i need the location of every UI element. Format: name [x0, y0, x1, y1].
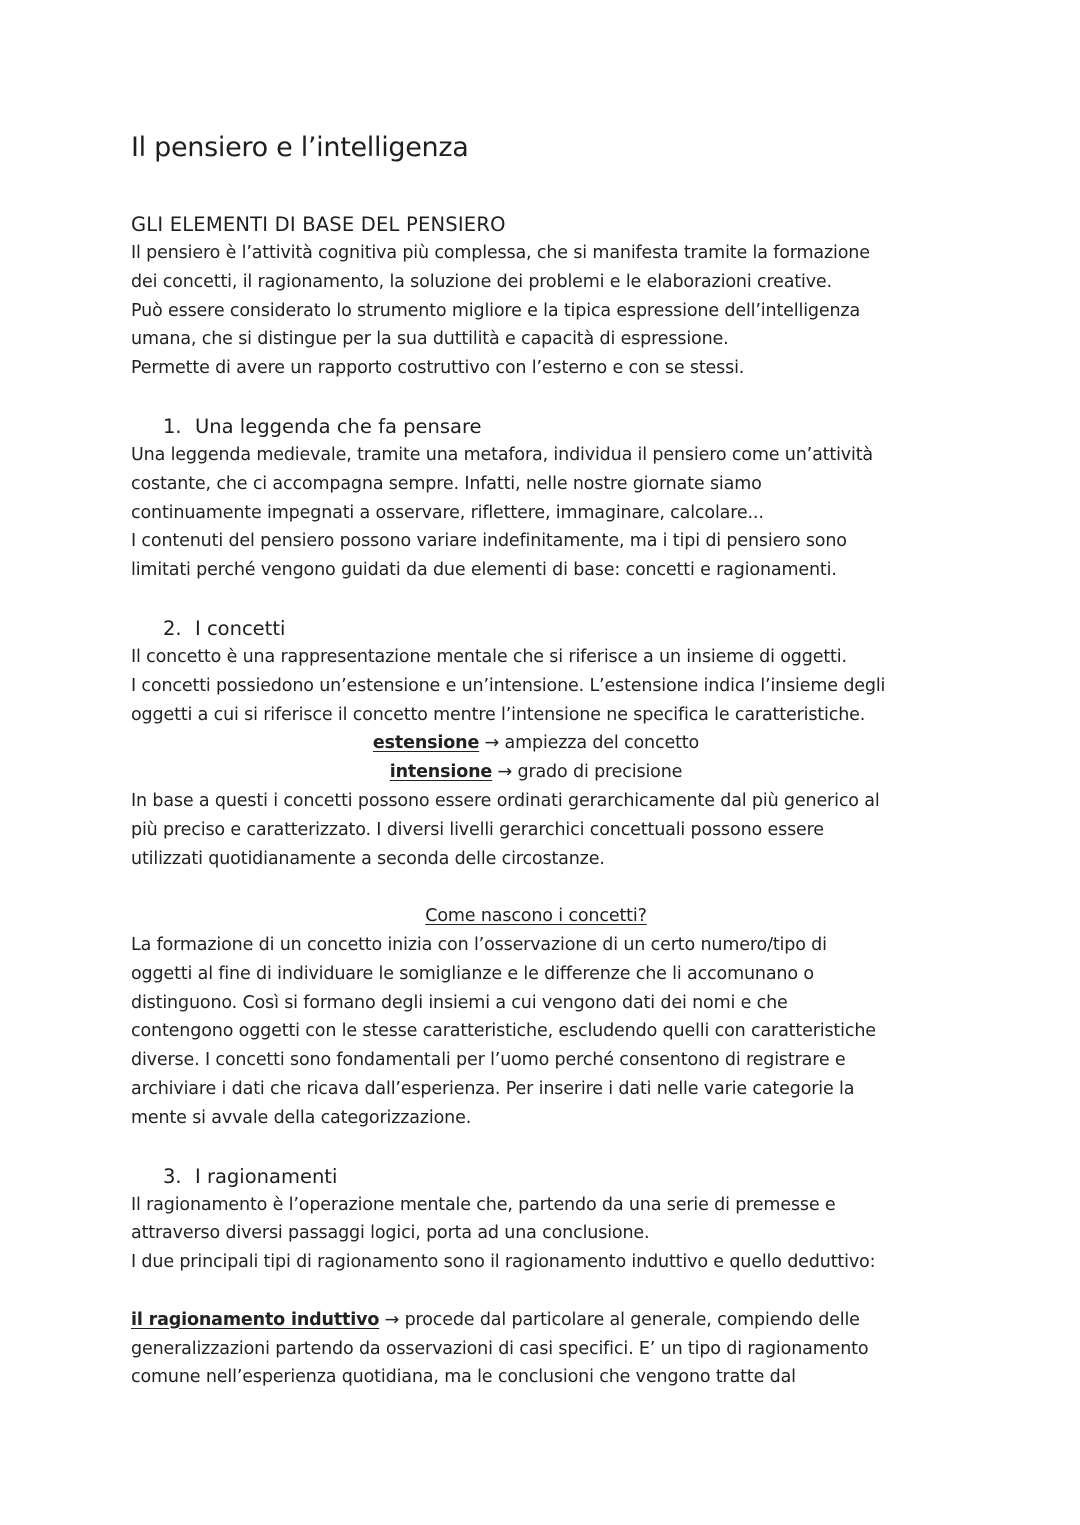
- subheading-ragionamenti: [163, 1162, 961, 1191]
- paragraph-line: umana, che si distingue per la sua duttilità e capacità di espressione.: [131, 329, 729, 350]
- subheading-title: I ragionamenti: [195, 1164, 338, 1188]
- paragraph-line: I due principali tipi di ragionamento sono il ragionamento induttivo e quello deduttivo:: [131, 1252, 876, 1273]
- section-heading: GLI ELEMENTI DI BASE DEL PENSIERO: [131, 213, 506, 236]
- document-page: [131, 128, 961, 1392]
- question-heading: Come nascono i concetti?: [425, 906, 647, 927]
- paragraph-line: più preciso e caratterizzato. I diversi livelli gerarchici concettuali possono essere: [131, 819, 824, 840]
- subheading-leggenda: [163, 412, 961, 441]
- definition-term: intensione: [389, 762, 493, 783]
- definition-text: → ampiezza del concetto: [479, 733, 700, 754]
- definition-text: → grado di precisione: [492, 762, 683, 783]
- paragraph-line: archiviare i dati che ricava dall’esperienza. Per inserire i dati nelle varie categorie la: [131, 1078, 855, 1099]
- paragraph-line: Permette di avere un rapporto costruttivo con l’esterno e con se stessi.: [131, 358, 745, 379]
- page-title: Il pensiero e l’intelligenza: [131, 132, 469, 163]
- definition-intensione: [131, 758, 941, 787]
- induttivo-line: [131, 1306, 961, 1335]
- paragraph-line: comune nell’esperienza quotidiana, ma le conclusioni che vengono tratte dal: [131, 1367, 796, 1388]
- paragraph-line: utilizzati quotidianamente a seconda delle circostanze.: [131, 848, 605, 869]
- paragraph-line: oggetti al fine di individuare le somiglianze e le differenze che li accomunano o: [131, 963, 814, 984]
- paragraph-line: Può essere considerato lo strumento migliore e la tipica espressione dell’intelligenza: [131, 300, 861, 321]
- paragraph-line: Il pensiero è l’attività cognitiva più complessa, che si manifesta tramite la formazione: [131, 243, 870, 263]
- paragraph-line: costante, che ci accompagna sempre. Infatti, nelle nostre giornate siamo: [131, 473, 762, 494]
- paragraph-line: contengono oggetti con le stesse caratteristiche, escludendo quelli con caratteristiche: [131, 1021, 876, 1042]
- subheading-title: I concetti: [195, 616, 286, 640]
- paragraph-line: In base a questi i concetti possono essere ordinati gerarchicamente dal più generico al: [131, 790, 880, 811]
- paragraph-line: dei concetti, il ragionamento, la soluzione dei problemi e le elaborazioni creative.: [131, 271, 832, 292]
- paragraph-line: limitati perché vengono guidati da due elementi di base: concetti e ragionamenti.: [131, 560, 837, 581]
- paragraph-line: La formazione di un concetto inizia con l’osservazione di un certo numero/tipo di: [131, 934, 827, 955]
- subheading-number: 1.: [163, 414, 182, 438]
- paragraph-line: diverse. I concetti sono fondamentali per l’uomo perché consentono di registrare e: [131, 1050, 846, 1071]
- definition-term: estensione: [372, 733, 480, 754]
- subheading-title: Una leggenda che fa pensare: [195, 414, 482, 438]
- subheading-number: 2.: [163, 616, 182, 640]
- paragraph-line: continuamente impegnati a osservare, riflettere, immaginare, calcolare...: [131, 502, 764, 523]
- paragraph-line: oggetti a cui si riferisce il concetto mentre l’intensione ne specifica le caratteristiche.: [131, 704, 866, 725]
- paragraph-line: distinguono. Così si formano degli insiemi a cui vengono dati dei nomi e che: [131, 992, 788, 1013]
- paragraph-line: attraverso diversi passaggi logici, porta ad una conclusione.: [131, 1223, 650, 1244]
- paragraph-line: I concetti possiedono un’estensione e un’intensione. L’estensione indica l’insieme degli: [131, 675, 886, 696]
- subheading-concetti: [163, 614, 961, 643]
- definition-estensione: [131, 729, 941, 758]
- paragraph-line: Il ragionamento è l’operazione mentale che, partendo da una serie di premesse e: [131, 1194, 836, 1215]
- paragraph-line: Il concetto è una rappresentazione mentale che si riferisce a un insieme di oggetti.: [131, 646, 847, 667]
- paragraph-line: mente si avvale della categorizzazione.: [131, 1107, 472, 1128]
- paragraph-line: Una leggenda medievale, tramite una metafora, individua il pensiero come un’attività: [131, 444, 874, 465]
- induttivo-term: il ragionamento induttivo: [131, 1309, 380, 1330]
- paragraph-line: generalizzazioni partendo da osservazioni di casi specifici. E’ un tipo di ragionamento: [131, 1338, 869, 1359]
- paragraph-line: I contenuti del pensiero possono variare indefinitamente, ma i tipi di pensiero sono: [131, 531, 847, 552]
- subheading-number: 3.: [163, 1164, 182, 1188]
- induttivo-text: → procede dal particolare al generale, compiendo delle: [379, 1309, 860, 1330]
